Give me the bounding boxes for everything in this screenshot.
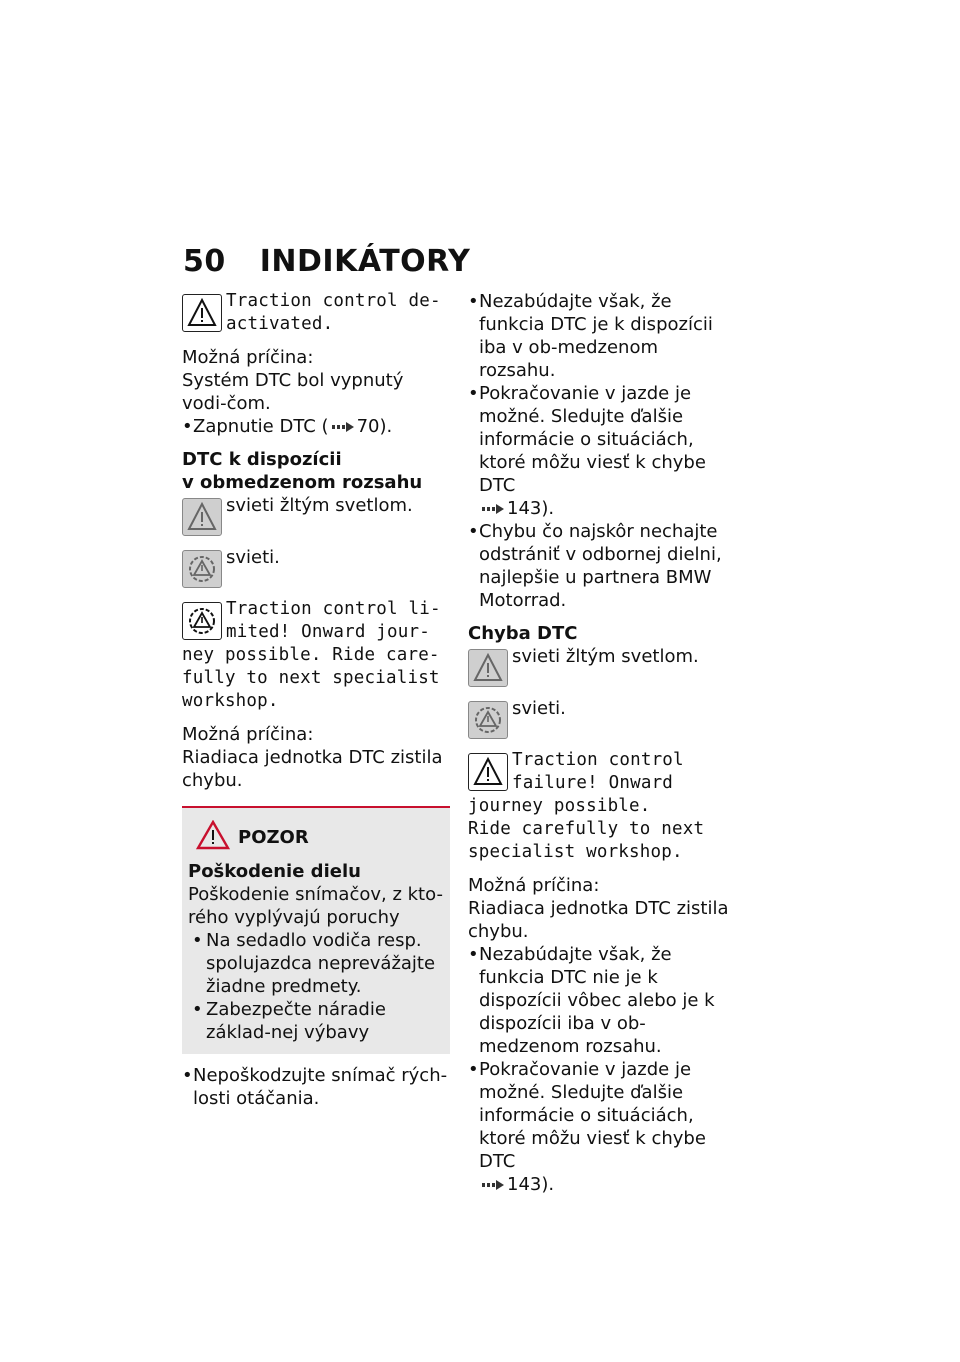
traction-control-icon — [182, 550, 222, 588]
display-line: Traction control li- — [226, 599, 441, 619]
warning-triangle-icon — [196, 820, 230, 850]
page-header — [183, 244, 470, 280]
warning-triangle-icon — [182, 294, 222, 332]
list-item: • Chybu čo najskôr nechajte odstrániť v odbornej dielni, najlepšie u partnera BMW Motorrad. — [468, 521, 722, 611]
cause-label: Možná príčina: — [182, 724, 314, 745]
bullet-text: Na sedadlo vodiča resp. spolujazdca neprevážajte žiadne predmety. — [206, 930, 436, 997]
display-text — [182, 598, 450, 713]
page-reference-arrow-icon — [482, 1180, 504, 1190]
bullet-text: Nezabúdajte však, že funkcia DTC nie je k dispozícii vôbec alebo je k dispozícii iba v ob-medzenom rozsahu. — [479, 944, 715, 1057]
display-line: ney possible. Ride care- — [182, 645, 440, 665]
list-item: • Pokračovanie v jazde je možné. Sledujte ďalšie informácie o situáciách, ktoré môžu viesť k chybe DTC 143). — [468, 1059, 706, 1195]
page-title: INDIKÁTORY — [259, 244, 471, 279]
warning-triangle-icon — [468, 649, 508, 687]
warning-triangle-icon — [182, 498, 222, 536]
indicator-yellow-warning — [468, 645, 736, 697]
bullet-text: Pokračovanie v jazde je možné. Sledujte ďalšie informácie o situáciách, ktoré môžu viesť k chybe DTC — [479, 383, 706, 496]
cause-text: Riadiaca jednotka DTC zistila chybu. — [468, 898, 729, 942]
page-reference: 70). — [356, 416, 393, 437]
right-column — [468, 290, 736, 1196]
left-column — [182, 290, 450, 1110]
message-traction-deactivated — [182, 290, 450, 336]
page-reference: 143). — [507, 1174, 555, 1195]
cause-text: Riadiaca jednotka DTC zistila chybu. — [182, 747, 443, 791]
traction-control-icon — [182, 602, 222, 640]
bullet-text: Pokračovanie v jazde je možné. Sledujte ďalšie informácie o situáciách, ktoré môžu viesť k chybe DTC — [479, 1059, 706, 1172]
section-title-line: DTC k dispozícii — [182, 449, 342, 470]
list-item: • Zapnutie DTC ( 70). — [182, 416, 393, 437]
cause-label: Možná príčina: — [468, 875, 600, 896]
page-number: 50 — [183, 244, 226, 279]
caution-box — [182, 806, 450, 1054]
bullet-text: Nezabúdajte však, že funkcia DTC je k dispozícii iba v ob-medzenom rozsahu. — [479, 291, 713, 381]
bullet-text: Zapnutie DTC ( — [193, 416, 329, 437]
caution-header — [188, 820, 444, 854]
indicator-text: svieti. — [226, 547, 280, 568]
caution-title: POZOR — [238, 827, 309, 848]
display-line: workshop. — [182, 691, 279, 711]
traction-control-icon — [468, 701, 508, 739]
display-line: specialist workshop. — [468, 842, 683, 862]
indicator-traction — [182, 546, 450, 592]
list-item: • Nezabúdajte však, že funkcia DTC je k dispozícii iba v ob-medzenom rozsahu. — [468, 291, 713, 381]
cause-text: Systém DTC bol vypnutý vodi-čom. — [182, 370, 404, 414]
section-title — [182, 448, 450, 494]
page-reference: 143). — [507, 498, 555, 519]
page-reference-arrow-icon — [332, 422, 354, 432]
bullet-text: Chybu čo najskôr nechajte odstrániť v odbornej dielni, najlepšie u partnera BMW Motorrad. — [479, 521, 722, 611]
display-line: journey possible. — [468, 796, 651, 816]
display-line: Traction control — [512, 750, 684, 770]
indicator-text: svieti žltým svetlom. — [226, 495, 413, 516]
caution-text: Poškodenie snímačov, z kto-rého vyplývajú poruchy — [188, 884, 443, 928]
list-item: • Nepoškodzujte snímač rých-losti otáčania. — [182, 1065, 448, 1109]
list-item: • Na sedadlo vodiča resp. spolujazdca neprevážajte žiadne predmety. — [192, 930, 436, 997]
warning-triangle-icon — [468, 753, 508, 791]
message-traction-failure — [468, 749, 736, 864]
list-item: • Nezabúdajte však, že funkcia DTC nie je k dispozícii vôbec alebo je k dispozícii iba v ob-medzenom rozsahu. — [468, 944, 715, 1057]
indicator-yellow-warning — [182, 494, 450, 540]
display-line: activated. — [226, 314, 334, 334]
caution-subtitle: Poškodenie dielu — [188, 861, 361, 882]
display-line: mited! Onward jour- — [226, 622, 430, 642]
list-item: • Pokračovanie v jazde je možné. Sledujte ďalšie informácie o situáciách, ktoré môžu viesť k chybe DTC 143). — [468, 383, 706, 519]
section-title: Chyba DTC — [468, 623, 578, 644]
page-reference-arrow-icon — [482, 504, 504, 514]
display-text — [226, 290, 450, 336]
display-text — [468, 749, 736, 864]
bullet-text: Nepoškodzujte snímač rých-losti otáčania. — [193, 1065, 448, 1109]
cause-label: Možná príčina: — [182, 347, 314, 368]
section-title-line: v obmedzenom rozsahu — [182, 472, 423, 493]
indicator-text: svieti. — [512, 698, 566, 719]
bullet-text: Zabezpečte náradie základ-nej výbavy — [206, 999, 386, 1043]
indicator-text: svieti žltým svetlom. — [512, 646, 699, 667]
message-traction-limited — [182, 598, 450, 713]
list-item: • Zabezpečte náradie základ-nej výbavy — [192, 999, 386, 1043]
display-line: failure! Onward — [512, 773, 674, 793]
display-line: Ride carefully to next — [468, 819, 705, 839]
indicator-traction — [468, 697, 736, 749]
display-line: Traction control de- — [226, 291, 441, 311]
display-line: fully to next specialist — [182, 668, 440, 688]
